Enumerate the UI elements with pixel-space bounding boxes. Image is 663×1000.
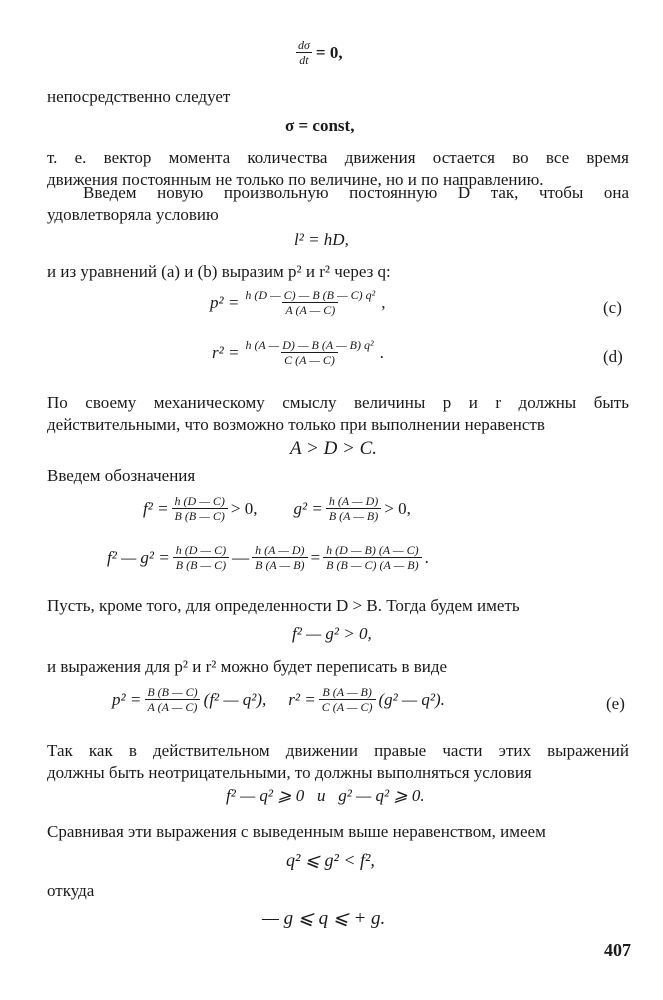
paragraph-line: По своему механическому смыслу величины p и r должны быть	[47, 393, 629, 412]
equation-rhs: > 0,	[230, 498, 258, 518]
paragraph-line: движения постоянным не только по величине, но и по направлению.	[47, 170, 544, 189]
paragraph-line: Так как в действительном движении правые части этих выражений	[47, 741, 629, 760]
equation-rhs: > 0,	[384, 498, 411, 518]
equation-inequality-adc: A > D > C.	[290, 438, 378, 459]
paragraph-line: т. е. вектор момента количества движения остается во все время	[47, 148, 629, 167]
denominator: C (A — C)	[319, 699, 376, 714]
denominator: A (A — C)	[282, 302, 338, 317]
paragraph-line: Введем новую произвольную постоянную D так, чтобы она	[83, 183, 629, 202]
text-line: и из уравнений (a) и (b) выразим p² и r² через q:	[47, 262, 391, 281]
denominator: B (B — C)	[173, 557, 229, 572]
fraction	[326, 494, 381, 523]
paragraph-new-constant	[47, 182, 629, 226]
equation-f2-g2-positive: f² — g² > 0,	[292, 624, 372, 643]
equation-lhs: p² =	[210, 292, 240, 312]
paragraph-nonnegative	[47, 740, 629, 784]
denominator: B (B — C) (A — B)	[323, 557, 421, 572]
numerator: h (D — C)	[175, 543, 227, 557]
denominator: C (A — C)	[281, 352, 338, 367]
equation-final-bounds: — g ⩽ q ⩽ + g.	[262, 908, 386, 929]
numerator: B (B — C)	[147, 685, 198, 699]
denominator: B (B — C)	[172, 508, 228, 523]
paragraph-line: действительными, что возможно только при выполнении неравенств	[47, 415, 545, 434]
numerator: h (A — D)	[328, 494, 379, 508]
numerator: h (A — D) — B (A — B) q²	[245, 338, 374, 352]
page-number: 407	[604, 940, 631, 960]
equation-sigma-const: σ = const,	[285, 116, 355, 135]
equation-c	[210, 288, 386, 317]
equation-punctuation: .	[424, 547, 429, 567]
numerator: h (A — D)	[255, 543, 305, 557]
equation-lhs: f² =	[143, 498, 169, 518]
denominator: dt	[296, 52, 311, 67]
fraction	[323, 543, 421, 572]
equation-label-e: (e)	[606, 694, 625, 713]
text-line: и выражения для p² и r² можно будет переписать в виде	[47, 657, 448, 676]
denominator: B (A — B)	[326, 508, 381, 523]
equation-lhs: r² =	[212, 342, 240, 362]
equation-l2-hd: l² = hD,	[294, 230, 349, 249]
fraction	[242, 288, 378, 317]
numerator: h (D — B) (A — C)	[326, 543, 419, 557]
numerator: h (D — C)	[174, 494, 225, 508]
operator: —	[232, 547, 250, 567]
equation-lhs: g² =	[293, 498, 323, 518]
fraction	[172, 494, 228, 523]
equation-e	[112, 685, 445, 714]
paragraph-line: должны быть неотрицательными, то должны выполняться условия	[47, 763, 532, 782]
equation-label-d: (d)	[603, 347, 623, 366]
equation-rhs: = 0,	[315, 42, 343, 62]
operator: =	[310, 547, 321, 567]
denominator: B (A — B)	[252, 557, 307, 572]
equation-dsigma-dt	[292, 38, 343, 67]
text-line: непосредственно следует	[47, 87, 231, 106]
text-line: Введем обозначения	[47, 466, 196, 485]
equation-rhs: (g² — q²).	[378, 689, 445, 709]
text-line: откуда	[47, 881, 95, 900]
fraction	[319, 685, 376, 714]
denominator: A (A — C)	[145, 699, 201, 714]
equation-f-g-definitions	[143, 494, 411, 523]
fraction	[173, 543, 229, 572]
equation-chain-inequality: q² ⩽ g² < f²,	[286, 850, 375, 870]
equation-punctuation: ,	[381, 292, 386, 312]
numerator: dσ	[298, 38, 310, 52]
equation-f2-minus-g2	[107, 543, 429, 572]
fraction	[252, 543, 307, 572]
paragraph-line: удовлетворяла условию	[47, 205, 219, 224]
equation-d	[212, 338, 384, 367]
equation-lhs: r² =	[288, 689, 316, 709]
fraction	[144, 685, 200, 714]
paragraph-physical-meaning	[47, 392, 629, 436]
numerator: B (A — B)	[322, 685, 372, 699]
text-line: Пусть, кроме того, для определенности D > B. Тогда будем иметь	[47, 596, 520, 615]
fraction	[242, 338, 376, 367]
equation-lhs: p² =	[112, 689, 142, 709]
fraction	[295, 38, 313, 67]
numerator: h (D — C) — B (B — C) q²	[245, 288, 376, 302]
equation-conditions: f² — q² ⩾ 0 и g² — q² ⩾ 0.	[226, 786, 425, 805]
equation-punctuation: .	[379, 342, 384, 362]
text-line: Сравнивая эти выражения с выведенным выше неравенством, имеем	[47, 822, 546, 841]
equation-rhs: (f² — q²),	[203, 689, 267, 709]
equation-lhs: f² — g² =	[107, 547, 170, 567]
equation-label-c: (c)	[603, 298, 622, 317]
